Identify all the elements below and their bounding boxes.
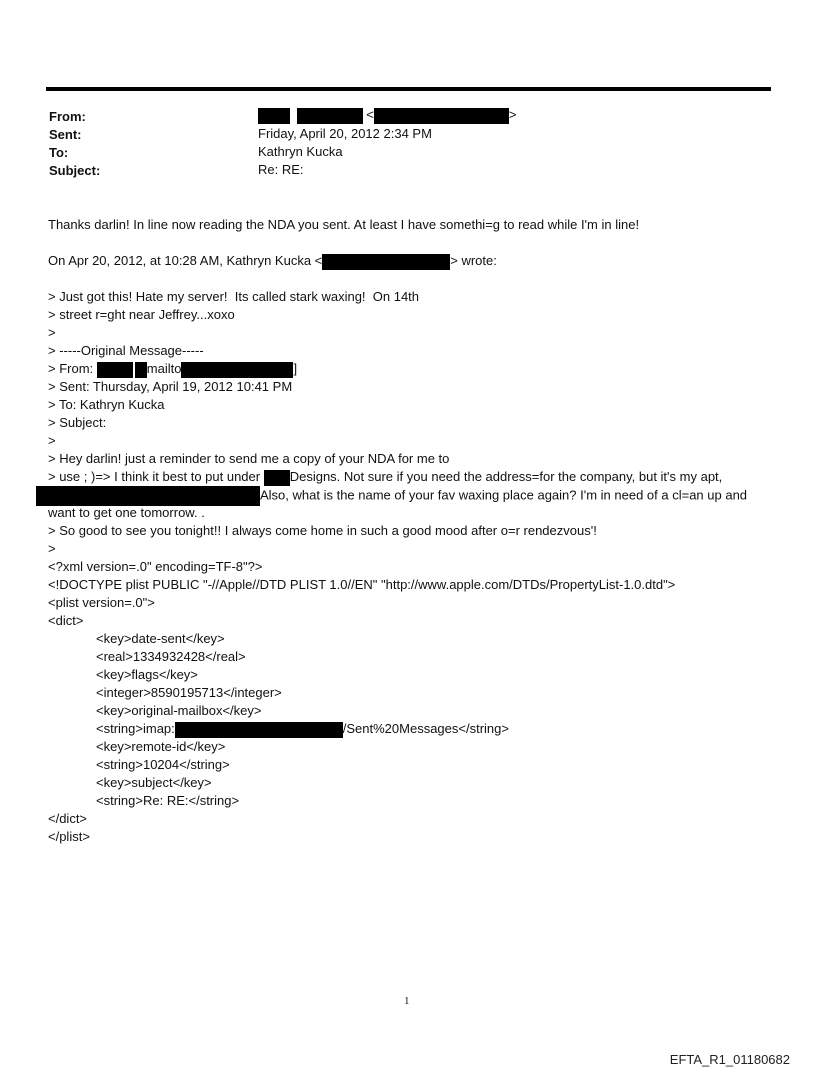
body-line: > -----Original Message-----: [48, 343, 204, 358]
redaction-box: [175, 722, 343, 738]
from-value: [258, 107, 516, 124]
body-line: > Subject:: [48, 415, 107, 430]
sent-label: Sent:: [49, 127, 82, 142]
subject-label: Subject:: [49, 163, 101, 178]
sent-row: [49, 126, 82, 144]
body-line: want to get one tomorrow. .: [48, 505, 205, 520]
redaction-box: [135, 362, 147, 378]
body-line: >: [48, 541, 56, 556]
body-line: [48, 360, 297, 378]
header-rule: [46, 87, 771, 91]
body-text: /Sent%20Messages</string>: [342, 721, 509, 736]
from-row: [49, 108, 86, 126]
body-text: > From:: [48, 361, 97, 376]
body-text: > use ; )=> I think it best to put under: [48, 469, 264, 484]
redaction-box: [36, 486, 260, 506]
body-line: > Just got this! Hate my server! Its called stark waxing! On 14th: [48, 289, 420, 304]
redaction-box: [97, 362, 133, 378]
body-text: <string>imap:: [96, 721, 175, 736]
to-row: [49, 144, 68, 162]
body-line: <key>date-sent</key>: [96, 631, 225, 646]
body-line: <real>1334932428</real>: [96, 649, 246, 664]
redaction-box: [258, 108, 290, 124]
from-label: From:: [49, 109, 86, 124]
body-line: <dict>: [48, 613, 84, 628]
body-line: </dict>: [48, 811, 88, 826]
to-value: Kathryn Kucka: [258, 144, 343, 159]
body-line: Thanks darlin! In line now reading the NDA you sent. At least I have somethi=g to read while I'm in line!: [48, 217, 640, 232]
body-line: > Hey darlin! just a reminder to send me a copy of your NDA for me to: [48, 451, 450, 466]
body-text: mailto: [146, 361, 182, 376]
document-id: EFTA_R1_01180682: [669, 1052, 790, 1067]
body-line: <key>flags</key>: [96, 667, 198, 682]
body-line: <integer>8590195713</integer>: [96, 685, 282, 700]
redaction-box: [374, 108, 509, 124]
subject-value: Re: RE:: [258, 162, 304, 177]
body-line: > Sent: Thursday, April 19, 2012 10:41 PM: [48, 379, 293, 394]
redaction-box: [264, 470, 290, 486]
redaction-box: [181, 362, 293, 378]
redaction-box: [322, 254, 450, 270]
redaction-box: [297, 108, 363, 124]
body-line: [96, 720, 509, 738]
body-line: <!DOCTYPE plist PUBLIC "-//Apple//DTD PLIST 1.0//EN" "http://www.apple.com/DTDs/PropertyList-1.0.dtd">: [48, 577, 676, 592]
body-line: <plist version=.0">: [48, 595, 155, 610]
to-label: To:: [49, 145, 69, 160]
sent-value: Friday, April 20, 2012 2:34 PM: [258, 126, 432, 141]
from-gt: >: [508, 107, 517, 122]
body-line: <key>subject</key>: [96, 775, 212, 790]
body-text: Designs. Not sure if you need the address=for the company, but it's my apt,: [289, 469, 723, 484]
body-line: <key>original-mailbox</key>: [96, 703, 262, 718]
body-text: On Apr 20, 2012, at 10:28 AM, Kathryn Kucka <: [48, 253, 323, 268]
body-line: <string>10204</string>: [96, 757, 230, 772]
from-lt: <: [366, 107, 374, 122]
subject-row: [49, 162, 100, 180]
body-line: <?xml version=.0" encoding=TF-8"?>: [48, 559, 263, 574]
body-line: > To: Kathryn Kucka: [48, 397, 165, 412]
body-text: ]: [293, 361, 298, 376]
page-number: 1: [404, 995, 410, 1007]
body-line: <key>remote-id</key>: [96, 739, 226, 754]
body-line: >: [48, 325, 56, 340]
body-line: [48, 468, 722, 486]
body-line: > So good to see you tonight!! I always come home in such a good mood after o=r rendezvous'!: [48, 523, 597, 538]
body-line: > street r=ght near Jeffrey...xoxo: [48, 307, 235, 322]
body-text: Also, what is the name of your fav waxing place again? I'm in need of a cl=an up and: [260, 487, 748, 503]
body-line: <string>Re: RE:</string>: [96, 793, 240, 808]
body-line: </plist>: [48, 829, 90, 844]
body-line: >: [48, 433, 56, 448]
body-line: [36, 486, 747, 506]
body-line: [48, 252, 497, 270]
body-text: > wrote:: [450, 253, 497, 268]
